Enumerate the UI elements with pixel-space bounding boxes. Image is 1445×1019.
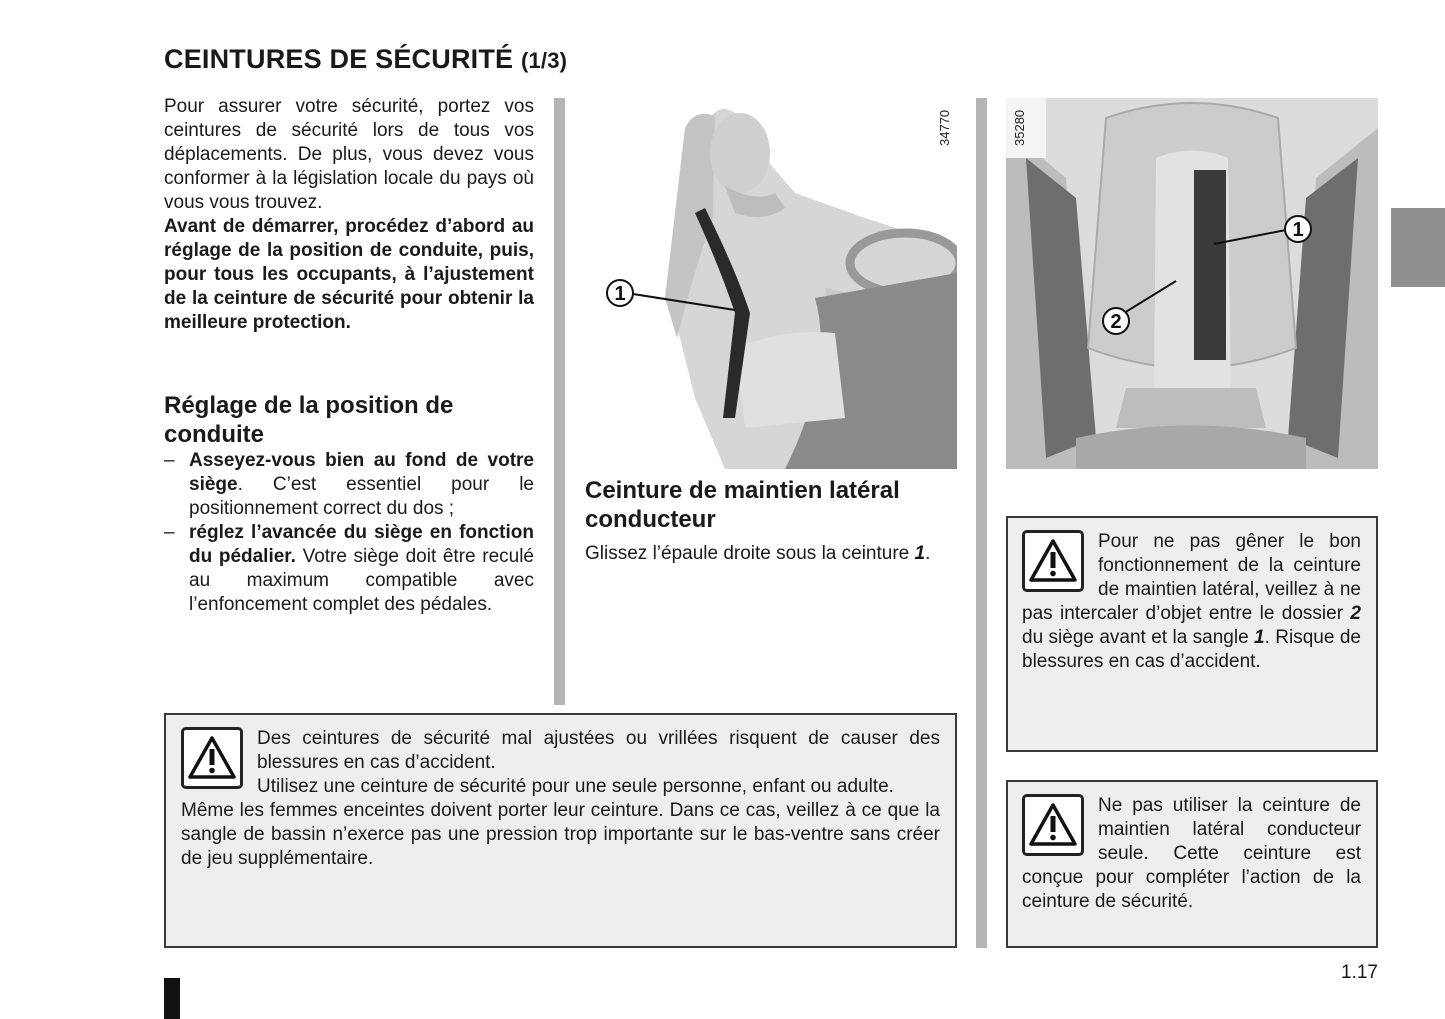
warning-icon [181,727,243,789]
warning-text-part: du siège avant et la sangle [1022,627,1255,648]
column-divider-right [976,98,987,948]
column-divider-left [554,98,565,705]
warning-icon [1022,794,1084,856]
figure-ref-code-left: 34770 [937,109,952,146]
warning-box-belt-usage [164,713,957,948]
intro-bold-paragraph: Avant de démarrer, procédez d’abord au réglage de la position de conduite, puis, pour tous les occupants, à l’ajustement de la ceinture de sécurité pour obtenir la meilleure protection. [164,216,534,333]
driving-position-list [164,449,534,617]
title-part: (1/3) [520,48,568,73]
callout-1: 1 [1292,219,1304,241]
list-item-bold: réglez l’avancée du siège en fonction du pédalier. [189,522,534,567]
lateral-belt-section [585,476,957,566]
lateral-belt-text-after: . [925,543,931,564]
page-marker [164,978,180,1019]
intro-section [164,95,534,335]
list-item-text: Votre siège doit être reculé au maximum compatible avec l’enfoncement complet des pédales. [189,546,534,615]
lateral-belt-heading: Ceinture de maintien latéral conducteur [585,477,900,533]
callout-2: 2 [1110,311,1122,333]
warning-paragraph: Ne pas utiliser la ceinture de maintien latéral conducteur seule. Cette ceinture est conçue pour compléter l’action de la ceinture de sécurité. [1022,795,1361,912]
warning-ref: 1 [1254,627,1265,648]
page-title [164,44,567,75]
warning-box-seat-gap [1006,516,1378,752]
warning-paragraph: Utilisez une ceinture de sécurité pour une seule personne, enfant ou adulte. [257,776,894,797]
warning-ref: 2 [1350,603,1361,624]
warning-text-part: . Risque de blessures en cas d’accident. [1022,627,1361,672]
seat-back-illustration [1006,98,1378,469]
figure-ref-code-right: 35280 [1012,109,1027,146]
driving-position-section [164,391,534,617]
driver-belt-drawing [585,98,957,469]
list-item [164,449,534,521]
list-item-bold: Asseyez-vous bien au fond de votre siège [189,450,534,495]
lateral-belt-ref: 1 [914,543,926,564]
list-item-text: . C’est essentiel pour le positionnement correct du dos ; [189,474,534,519]
title-text: CEINTURES DE SÉCURITÉ [164,44,514,74]
warning-text [181,727,940,871]
callout-1: 1 [614,283,626,305]
warning-text-part: Pour ne pas gêner le bon fonctionnement de la ceinture de maintien latéral, veillez à ne pas intercaler d’objet entre le dossier [1022,531,1361,624]
warning-icon [1022,530,1084,592]
lateral-belt-text [585,542,957,566]
warning-paragraph: Même les femmes enceintes doivent porter leur ceinture. Dans ce cas, veillez à ce que la sangle de bassin n’exerce pas une pression trop importante sur le bas-ventre sans créer de jeu supplémentaire. [181,800,940,869]
chapter-tab [1391,208,1445,287]
page-number: 1.17 [1341,962,1378,983]
driver-belt-illustration [585,98,957,469]
intro-paragraph: Pour assurer votre sécurité, portez vos ceintures de sécurité lors de tous vos déplacements. De plus, vous devez vous conformer à la législation locale du pays où vous vous trouvez. [164,96,534,213]
lateral-belt-text-before: Glissez l’épaule droite sous la ceinture [585,543,915,564]
driving-position-heading: Réglage de la position de conduite [164,392,454,448]
seat-back-drawing [1006,98,1378,469]
warning-box-lateral-alone [1006,780,1378,948]
warning-paragraph: Des ceintures de sécurité mal ajustées ou vrillées risquent de causer des blessures en cas d’accident. [257,728,940,773]
list-item [164,521,534,617]
